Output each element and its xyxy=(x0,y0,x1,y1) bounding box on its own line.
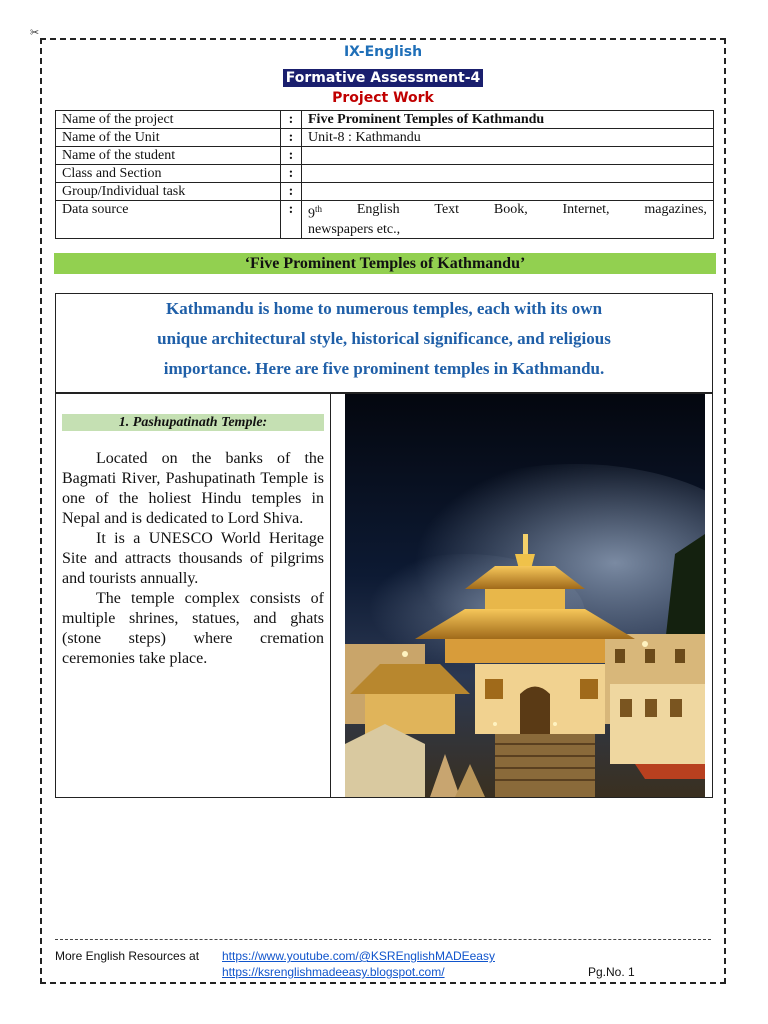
row-label: Class and Section xyxy=(56,165,281,183)
table-row xyxy=(56,183,714,201)
data-source-word: magazines, xyxy=(644,202,707,217)
youtube-link[interactable]: https://www.youtube.com/@KSREnglishMADEeasy xyxy=(222,949,495,963)
intro-line: unique architectural style, historical significance, and religious xyxy=(157,329,611,348)
project-info-table xyxy=(55,110,714,239)
paragraph: It is a UNESCO World Heritage Site and attracts thousands of pilgrims and tourists annually. xyxy=(62,530,324,587)
section-body xyxy=(62,449,324,669)
data-source-word: Internet, xyxy=(562,202,610,217)
row-colon: : xyxy=(281,111,302,129)
blog-link[interactable]: https://ksrenglishmadeeasy.blogspot.com/ xyxy=(222,965,445,979)
intro-line: importance. Here are five prominent temples in Kathmandu. xyxy=(163,359,605,378)
table-row xyxy=(56,147,714,165)
student-name-field[interactable] xyxy=(302,147,714,165)
paragraph: Located on the banks of the Bagmati River, Pashupatinath Temple is one of the holiest Hindu temples in Nepal and is dedicated to Lord Shiva. xyxy=(62,450,324,527)
intro-box xyxy=(55,293,713,393)
class-section-field[interactable] xyxy=(302,165,714,183)
table-row xyxy=(56,165,714,183)
data-source-word: English xyxy=(356,202,400,217)
table-row xyxy=(56,129,714,147)
task-type-field[interactable] xyxy=(302,183,714,201)
row-label: Name of the project xyxy=(56,111,281,129)
data-source-word: Text xyxy=(434,202,460,217)
data-source-grade: 9th xyxy=(308,204,323,222)
row-colon: : xyxy=(281,165,302,183)
subject-heading: IX-English xyxy=(343,44,423,60)
row-label: Name of the Unit xyxy=(56,129,281,147)
column-divider xyxy=(330,394,331,797)
banner-title: ‘Five Prominent Temples of Kathmandu’ xyxy=(54,253,716,274)
row-colon: : xyxy=(281,183,302,201)
project-name-value: Five Prominent Temples of Kathmandu xyxy=(302,111,714,129)
data-source-line2: newspapers etc., xyxy=(308,221,401,237)
page-number: Pg.No. 1 xyxy=(588,965,635,979)
row-label: Data source xyxy=(56,201,281,239)
table-row xyxy=(56,111,714,129)
row-colon: : xyxy=(281,147,302,165)
assessment-label: Formative Assessment-4 xyxy=(283,69,484,87)
row-label: Group/Individual task xyxy=(56,183,281,201)
section-title: 1. Pashupatinath Temple: xyxy=(62,414,324,431)
paragraph: The temple complex consists of multiple shrines, statues, and ghats (stone steps) where cremation ceremonies take place. xyxy=(62,590,324,667)
scissors-icon: ✂ xyxy=(30,26,40,39)
row-colon: : xyxy=(281,201,302,239)
data-source-line1 xyxy=(308,202,707,222)
table-row xyxy=(56,201,714,239)
temple-illustration xyxy=(345,394,705,797)
intro-line: Kathmandu is home to numerous temples, each with its own xyxy=(165,299,603,318)
assessment-heading xyxy=(40,67,726,86)
temple-section xyxy=(55,393,713,798)
row-label: Name of the student xyxy=(56,147,281,165)
footer-label: More English Resources at xyxy=(55,949,200,963)
row-colon: : xyxy=(281,129,302,147)
footer-divider xyxy=(55,939,711,940)
project-work-heading: Project Work xyxy=(332,90,434,106)
data-source-value xyxy=(302,201,714,239)
temple-photo xyxy=(345,394,705,797)
data-source-word: Book, xyxy=(493,202,528,217)
unit-value: Unit-8 : Kathmandu xyxy=(302,129,714,147)
